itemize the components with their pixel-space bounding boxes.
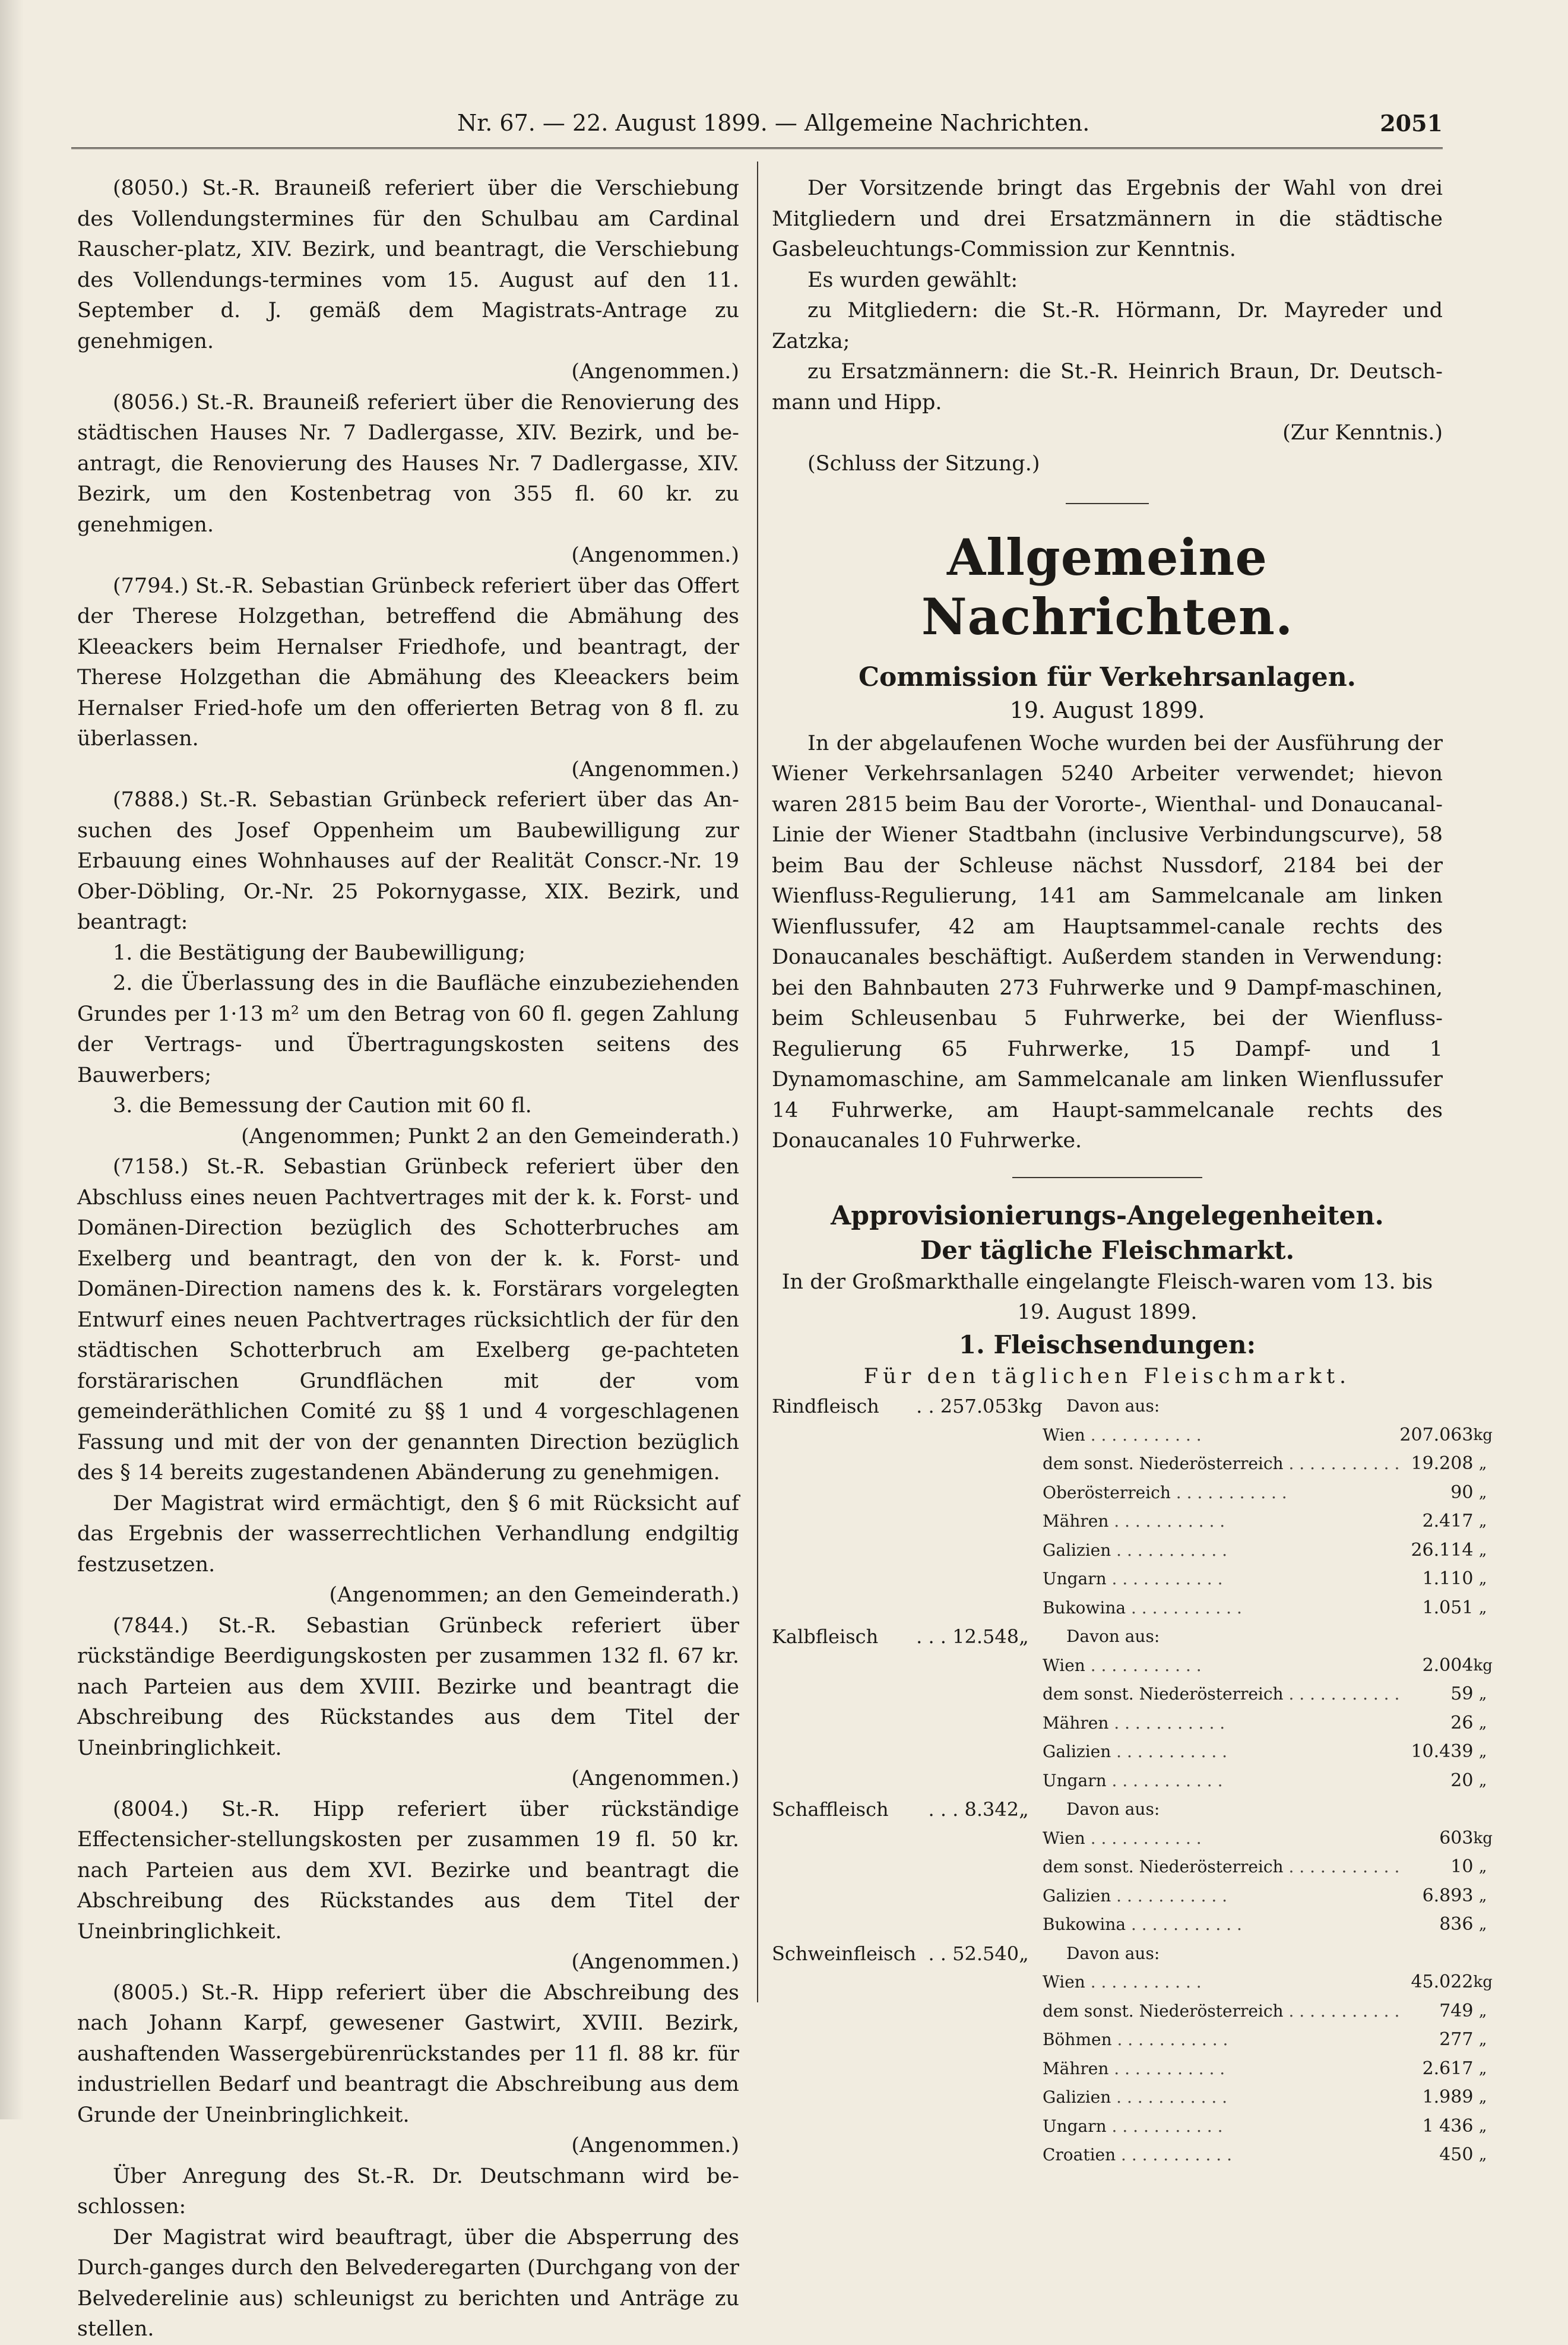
origin-name: Bukowina . . . bbox=[1043, 1594, 1399, 1623]
meat-origin-row bbox=[772, 1910, 1493, 1939]
davon-label: Davon aus: bbox=[1066, 1943, 1160, 1963]
meat-quantity-cell bbox=[916, 1824, 1019, 1853]
paragraph-7158-b: Der Magistrat wird ermächtigt, den § 6 mit Rücksicht auf das Ergebnis der wasserrechtlichen Verhandlung endgiltig festzusetzen. bbox=[77, 1491, 739, 1577]
meat-quantity-cell bbox=[916, 1853, 1019, 1882]
meat-quantity-cell bbox=[916, 1421, 1019, 1450]
meat-quantity-cell: . . 52.540 bbox=[928, 1942, 1019, 1965]
origin-cell bbox=[1043, 1450, 1399, 1479]
meat-origin-row bbox=[772, 1421, 1493, 1450]
meat-name-cell bbox=[772, 1824, 916, 1853]
origin-value-cell: 2.617 bbox=[1422, 2058, 1474, 2079]
meat-name-cell bbox=[772, 1594, 916, 1623]
origin-unit-cell: „ bbox=[1478, 1887, 1487, 1905]
origin-cell bbox=[1043, 1910, 1399, 1939]
meat-origin-row bbox=[772, 1680, 1493, 1709]
origin-cell bbox=[1043, 1680, 1399, 1709]
meat-origin-row bbox=[772, 2055, 1493, 2084]
origin-value-cell: 836 bbox=[1439, 1914, 1474, 1935]
origin-name: Galizien . . . bbox=[1043, 1536, 1399, 1565]
right-column bbox=[772, 173, 1493, 2170]
meat-origin-row bbox=[772, 1767, 1493, 1796]
origin-value-cell: 2.417 bbox=[1422, 1511, 1474, 1531]
meat-unit-cell bbox=[1019, 2141, 1043, 2170]
meat-origin-row bbox=[772, 1594, 1493, 1623]
meat-name-cell bbox=[772, 1507, 916, 1536]
origin-value-cell bbox=[1399, 1392, 1473, 1421]
meat-name-cell bbox=[772, 1565, 916, 1594]
origin-unit-cell: „ bbox=[1478, 2002, 1487, 2020]
meat-quantity-cell bbox=[916, 1651, 1019, 1681]
fleischmarkt-intro: In der Großmarkthalle eingelangte Fleisch-waren vom 13. bis 19. August 1899. bbox=[781, 1270, 1433, 1324]
meat-name-cell bbox=[772, 1421, 916, 1450]
origin-name: dem sonst. Niederösterreich . . . bbox=[1043, 1853, 1399, 1882]
meat-quantity-cell bbox=[916, 1767, 1019, 1796]
origin-name: Galizien . . . bbox=[1043, 2083, 1399, 2112]
meat-origin-row bbox=[772, 1479, 1493, 1508]
meat-name-cell bbox=[772, 1450, 916, 1479]
origin-unit-cell: kg bbox=[1473, 1656, 1493, 1675]
meat-quantity-cell: . . . 12.548 bbox=[916, 1625, 1019, 1648]
origin-unit-cell: „ bbox=[1478, 1916, 1487, 1933]
origin-cell bbox=[1043, 1882, 1399, 1911]
paragraph-8056: (8056.) St.-R. Brauneiß referiert über die Renovierung des städtischen Hauses Nr. 7 Dadlergasse, XIV. Bezirk, und be-antragt, die Renovierung des Hauses Nr. 7 Dadlergasse, XIV. Bezirk, um den Kostenbetrag von 355 fl. 60 kr. zu genehmigen. bbox=[77, 390, 739, 537]
origin-value-cell bbox=[1399, 1622, 1473, 1651]
meat-name-cell: Rindfleisch bbox=[772, 1395, 879, 1417]
fleischmarkt-subheading: Für den täglichen Fleischmarkt. bbox=[863, 1364, 1351, 1388]
origin-name: Ungarn . . . bbox=[1043, 2112, 1399, 2141]
section-rule-1 bbox=[1066, 503, 1149, 504]
meat-unit-cell: „ bbox=[1019, 1798, 1029, 1821]
origin-value-cell bbox=[1399, 1939, 1473, 1969]
resolution-kenntnis: (Zur Kenntnis.) bbox=[1282, 421, 1443, 445]
davon-label: Davon aus: bbox=[1066, 1396, 1160, 1416]
meat-quantity-cell bbox=[916, 1536, 1019, 1565]
meat-name-cell bbox=[772, 1853, 916, 1882]
origin-name: Wien . . . bbox=[1043, 1968, 1399, 1997]
subsection-approvisionierung: Approvisionierungs-Angelegenheiten. bbox=[831, 1200, 1384, 1231]
meat-name-cell bbox=[772, 2055, 916, 2084]
origin-name: Galizien . . . bbox=[1043, 1882, 1399, 1911]
origin-cell bbox=[1043, 1853, 1399, 1882]
origin-name: Oberösterreich . . . bbox=[1043, 1479, 1399, 1508]
origin-cell bbox=[1043, 1421, 1399, 1450]
origin-value-cell: 59 bbox=[1450, 1683, 1474, 1704]
meat-origin-row bbox=[772, 1997, 1493, 2026]
paragraph-8005: (8005.) St.-R. Hipp referiert über die Abschreibung des nach Johann Karpf, gewesener Gastwirt, XVIII. Bezirk, aushaftenden Wassergebürenrückstandes per 11 fl. 88 kr. für industriellen Bedarf und beantragt die Abschreibung aus dem Grunde der Uneinbringlichkeit. bbox=[77, 1980, 739, 2127]
meat-quantity-cell bbox=[916, 1594, 1019, 1623]
paragraph-deutschmann-b: Der Magistrat wird beauftragt, über die Absperrung des Durch-ganges durch den Belvederegarten (Durchgang von der Belvederelinie aus) schleunigst zu berichten und Anträge zu stellen. bbox=[77, 2225, 740, 2341]
origin-unit-cell: „ bbox=[1478, 1512, 1487, 1530]
page-edge-shadow bbox=[0, 0, 24, 2119]
origin-unit-cell bbox=[1473, 1795, 1492, 1824]
meat-name-cell bbox=[772, 2112, 916, 2141]
origin-unit-cell: „ bbox=[1478, 2088, 1487, 2106]
meat-origin-row bbox=[772, 2141, 1493, 2170]
meat-unit-cell bbox=[1019, 1709, 1043, 1738]
subsection-verkehrsanlagen: Commission für Verkehrsanlagen. bbox=[858, 662, 1357, 692]
origin-unit-cell: „ bbox=[1478, 1858, 1487, 1876]
meat-unit-cell bbox=[1019, 1767, 1043, 1796]
origin-value-cell: 10 bbox=[1450, 1856, 1474, 1877]
meat-unit-cell bbox=[1019, 1507, 1043, 1536]
origin-value-cell: 26 bbox=[1450, 1712, 1474, 1733]
meat-origin-row bbox=[772, 2026, 1493, 2055]
origin-value-cell: 1 436 bbox=[1422, 2115, 1474, 2137]
page-header bbox=[71, 110, 1443, 145]
meat-origin-row bbox=[772, 1651, 1493, 1681]
paragraph-7888: (7888.) St.-R. Sebastian Grünbeck referiert über das An-suchen des Josef Oppenheim um Baubewilligung zur Erbauung eines Wohnhauses auf der Realität Conscr.-Nr. 19 Ober-Döbling, Or.-Nr. 25 Pokornygasse, XIX. Bezirk, und beantragt: bbox=[77, 788, 739, 934]
meat-name-cell bbox=[772, 1767, 916, 1796]
meat-unit-cell bbox=[1019, 2112, 1043, 2141]
origin-value-cell: 749 bbox=[1439, 2000, 1474, 2021]
meat-name-cell bbox=[772, 1997, 916, 2026]
origin-unit-cell: „ bbox=[1478, 2146, 1487, 2164]
meat-row bbox=[772, 1622, 1493, 1651]
meat-quantity-cell bbox=[916, 1479, 1019, 1508]
meat-quantity-cell bbox=[916, 1709, 1019, 1738]
left-column bbox=[77, 173, 739, 2345]
origin-cell bbox=[1043, 1824, 1399, 1853]
paragraph-8004: (8004.) St.-R. Hipp referiert über rückständige Effectensicher-stellungskosten per zusammen 19 fl. 50 kr. nach Parteien aus dem XVI. Bezirke und beantragt die Abschreibung des Rückstandes aus dem Titel der Uneinbringlichkeit. bbox=[77, 1797, 739, 1944]
meat-unit-cell bbox=[1019, 1450, 1043, 1479]
resolution-7844: (Angenommen.) bbox=[571, 1767, 739, 1790]
origin-name: Croatien . . . bbox=[1043, 2141, 1399, 2170]
paragraph-8050: (8050.) St.-R. Brauneiß referiert über die Verschiebung des Vollendungstermines für den Schulbau am Cardinal Rauscher-platz, XIV. Bezirk, und beantragt, die Verschiebung des Vollendungs-termines vom 15. August auf den 11. September d. J. gemäß dem Magistrats-Antrage zu genehmigen. bbox=[77, 176, 739, 353]
origin-cell bbox=[1043, 1968, 1399, 1997]
meat-name-cell bbox=[772, 1882, 916, 1911]
meat-origin-row bbox=[772, 1536, 1493, 1565]
origin-unit-cell: „ bbox=[1478, 2031, 1487, 2049]
meat-name-cell bbox=[772, 1968, 916, 1997]
origin-value-cell: 1.110 bbox=[1422, 1568, 1474, 1589]
meat-unit-cell bbox=[1019, 1651, 1043, 1681]
resolution-7888: (Angenommen; Punkt 2 an den Gemeinderath.) bbox=[241, 1124, 739, 1148]
meat-quantity-cell bbox=[916, 2055, 1019, 2084]
origin-name: dem sonst. Niederösterreich . . . bbox=[1043, 1680, 1399, 1709]
origin-value-cell: 90 bbox=[1450, 1482, 1474, 1503]
meat-name-cell bbox=[772, 1680, 916, 1709]
origin-unit-cell bbox=[1473, 1622, 1492, 1651]
resolution-8004: (Angenommen.) bbox=[571, 1950, 739, 1974]
resolution-7794: (Angenommen.) bbox=[571, 757, 739, 781]
meat-name-cell bbox=[772, 1738, 916, 1767]
davon-label: Davon aus: bbox=[1066, 1799, 1160, 1819]
origin-cell bbox=[1043, 1594, 1399, 1623]
origin-unit-cell: „ bbox=[1478, 2117, 1487, 2135]
subsection-date: 19. August 1899. bbox=[1009, 697, 1205, 723]
meat-unit-cell bbox=[1019, 1421, 1043, 1450]
origin-cell bbox=[1043, 1767, 1399, 1796]
meat-unit-cell: „ bbox=[1019, 1625, 1029, 1648]
page-number: 2051 bbox=[1380, 110, 1443, 137]
origin-cell bbox=[1043, 1738, 1399, 1767]
meat-quantity-cell bbox=[916, 1565, 1019, 1594]
meat-origin-row bbox=[772, 1853, 1493, 1882]
meat-quantity-cell bbox=[916, 1910, 1019, 1939]
meat-quantity-cell bbox=[916, 2083, 1019, 2112]
origin-value-cell: 603 bbox=[1439, 1827, 1474, 1849]
origin-value-cell: 2.004 bbox=[1422, 1654, 1474, 1676]
meat-unit-cell bbox=[1019, 1680, 1043, 1709]
origin-unit-cell: „ bbox=[1478, 1599, 1487, 1617]
meat-origin-row bbox=[772, 1882, 1493, 1911]
meat-row bbox=[772, 1392, 1493, 1421]
origin-value-cell: 1.051 bbox=[1422, 1597, 1474, 1618]
origin-unit-cell: „ bbox=[1478, 1685, 1487, 1703]
paragraph-verkehrsanlagen: In der abgelaufenen Woche wurden bei der Ausführung der Wiener Verkehrsanlagen 5240 Arbeiter verwendet; hievon waren 2815 beim Bau der Vororte-, Wienthal- und Donaucanal-Linie der Wiener Stadtbahn (inclusive Verbindungscurve), 58 beim Bau der Schleuse nächst Nussdorf, 2184 bei der Wienfluss-Regulierung, 141 am Sammelcanale am linken Wienflussufer, 42 am Hauptsammel-canale rechts des Donaucanales beschäftigt. Außerdem standen in Verwendung: bei den Bahnbauten 273 Fuhrwerke und 9 Dampf-maschinen, beim Schleusenbau 5 Fuhrwerke, bei der Wienfluss-Regulierung 65 Fuhrwerke, 15 Dampf- und 1 Dynamomaschine, am Sammelcanale am linken Wienflussufer 14 Fuhrwerke, am Haupt-sammelcanale rechts des Donaucanales 10 Fuhrwerke. bbox=[772, 731, 1443, 1153]
meat-quantity-cell bbox=[916, 1882, 1019, 1911]
meat-unit-cell bbox=[1019, 1565, 1043, 1594]
origin-cell bbox=[1043, 1565, 1399, 1594]
davon-label: Davon aus: bbox=[1066, 1626, 1160, 1646]
section-title: Allgemeine Nachrichten. bbox=[921, 528, 1294, 646]
meat-name-cell bbox=[772, 2026, 916, 2055]
resolution-7158: (Angenommen; an den Gemeinderath.) bbox=[329, 1583, 739, 1607]
meat-origin-row bbox=[772, 2112, 1493, 2141]
paragraph-vorsitzende: Der Vorsitzende bringt das Ergebnis der Wahl von drei Mitgliedern und drei Ersatzmännern in die städtische Gasbeleuchtungs-Commission zur Kenntnis. bbox=[772, 176, 1443, 261]
paragraph-ersatzmaenner: zu Ersatzmännern: die St.-R. Heinrich Braun, Dr. Deutsch-mann und Hipp. bbox=[772, 360, 1443, 414]
origin-name: dem sonst. Niederösterreich . . . bbox=[1043, 1997, 1399, 2026]
origin-name: Mähren . . . bbox=[1043, 2055, 1399, 2084]
origin-cell bbox=[1043, 2141, 1399, 2170]
meat-origin-row bbox=[772, 1824, 1493, 1853]
meat-quantity-cell bbox=[916, 2141, 1019, 2170]
meat-row bbox=[772, 1939, 1493, 1969]
origin-unit-cell: „ bbox=[1478, 1541, 1487, 1559]
meat-origin-row bbox=[772, 1507, 1493, 1536]
meat-origin-row bbox=[772, 1565, 1493, 1594]
origin-unit-cell: kg bbox=[1473, 1973, 1493, 1991]
column-divider bbox=[757, 162, 758, 2002]
meat-name-cell bbox=[772, 1651, 916, 1681]
paragraph-7158: (7158.) St.-R. Sebastian Grünbeck referiert über den Abschluss eines neuen Pachtvertrages mit der k. k. Forst- und Domänen-Direction bezüglich des Schotterbruches am Exelberg und beantragt, den von der k. k. Forst- und Domänen-Direction namens des k. k. Forstärars vorgelegten Entwurf eines neuen Pachtvertrages rücksichtlich der für den städtischen Schotterbruch am Exelberg ge-pachteten forstärarischen Grundflächen mit der vom gemeinderäthlichen Comité zu §§ 1 und 4 vorgeschlagenen Fassung und mit der von der genannten Direction bezüglich des § 14 bereits zugestandenen Abänderung zu genehmigen. bbox=[77, 1155, 739, 1485]
origin-name: dem sonst. Niederösterreich . . . bbox=[1043, 1450, 1399, 1479]
meat-unit-cell bbox=[1019, 1536, 1043, 1565]
origin-name: Bukowina . . . bbox=[1043, 1910, 1399, 1939]
resolution-8056: (Angenommen.) bbox=[571, 543, 739, 567]
paragraph-7888-item-1: 1. die Bestätigung der Baubewilligung; bbox=[113, 941, 526, 965]
paragraph-7794: (7794.) St.-R. Sebastian Grünbeck referiert über das Offert der Therese Holzgethan, betreffend die Abmähung des Kleeackers beim Hernalser Friedhofe, und beantragt, der Therese Holzgethan die Abmähung des Kleeackers beim Hernalser Fried-hofe um den offerierten Betrag von 8 fl. zu überlassen. bbox=[77, 574, 739, 751]
meat-unit-cell bbox=[1019, 1910, 1043, 1939]
origin-unit-cell: kg bbox=[1473, 1426, 1493, 1444]
origin-cell bbox=[1043, 2055, 1399, 2084]
meat-name-cell bbox=[772, 1709, 916, 1738]
origin-cell bbox=[1043, 1479, 1399, 1508]
origin-value-cell: 450 bbox=[1439, 2144, 1474, 2165]
origin-unit-cell: „ bbox=[1478, 1483, 1487, 1502]
origin-unit-cell bbox=[1473, 1939, 1492, 1969]
paragraph-7888-item-3: 3. die Bemessung der Caution mit 60 fl. bbox=[113, 1094, 532, 1118]
meat-unit-cell bbox=[1019, 1853, 1043, 1882]
origin-name: Wien . . . bbox=[1043, 1651, 1399, 1681]
meat-origin-row bbox=[772, 2083, 1493, 2112]
origin-name: Mähren . . . bbox=[1043, 1507, 1399, 1536]
origin-unit-cell: kg bbox=[1473, 1829, 1493, 1847]
origin-name: Ungarn . . . bbox=[1043, 1565, 1399, 1594]
resolution-8005: (Angenommen.) bbox=[571, 2134, 739, 2157]
fleischsendungen-heading: 1. Fleischsendungen: bbox=[958, 1330, 1256, 1359]
meat-unit-cell bbox=[1019, 1882, 1043, 1911]
meat-unit-cell bbox=[1019, 1594, 1043, 1623]
meat-name-cell bbox=[772, 2083, 916, 2112]
origin-name: Wien . . . bbox=[1043, 1824, 1399, 1853]
origin-value-cell: 26.114 bbox=[1411, 1539, 1474, 1561]
meat-unit-cell: kg bbox=[1019, 1395, 1043, 1417]
origin-value-cell: 6.893 bbox=[1422, 1885, 1474, 1906]
meat-name-cell: Schweinfleisch bbox=[772, 1942, 917, 1965]
header-issue-line: Nr. 67. — 22. August 1899. — Allgemeine Nachrichten. bbox=[457, 110, 1090, 136]
origin-value-cell: 20 bbox=[1450, 1770, 1474, 1791]
meat-quantity-cell bbox=[916, 1680, 1019, 1709]
origin-value-cell: 10.439 bbox=[1411, 1741, 1474, 1762]
meat-quantity-cell bbox=[916, 1968, 1019, 1997]
meat-unit-cell bbox=[1019, 2055, 1043, 2084]
meat-table bbox=[772, 1392, 1493, 2170]
origin-unit-cell: „ bbox=[1478, 1714, 1487, 1732]
origin-value-cell bbox=[1399, 1795, 1473, 1824]
paragraph-mitglieder: zu Mitgliedern: die St.-R. Hörmann, Dr. Mayreder und Zatzka; bbox=[772, 299, 1443, 353]
meat-unit-cell bbox=[1019, 1738, 1043, 1767]
origin-cell bbox=[1043, 2112, 1399, 2141]
paragraph-7888-item-2: 2. die Überlassung des in die Baufläche einzubeziehenden Grundes per 1·13 m² um den Betrag von 60 fl. gegen Zahlung der Vertrags- und Übertragungskosten seitens des Bauwerbers; bbox=[77, 971, 739, 1087]
subsection-fleischmarkt: Der tägliche Fleischmarkt. bbox=[920, 1235, 1295, 1265]
meat-unit-cell bbox=[1019, 1479, 1043, 1508]
origin-unit-cell: „ bbox=[1478, 1570, 1487, 1588]
meat-name-cell: Schaffleisch bbox=[772, 1798, 889, 1821]
origin-cell bbox=[1043, 1651, 1399, 1681]
origin-value-cell: 207.063 bbox=[1399, 1424, 1474, 1445]
meat-unit-cell bbox=[1019, 1824, 1043, 1853]
meat-quantity-cell bbox=[916, 1450, 1019, 1479]
origin-unit-cell: „ bbox=[1478, 2059, 1487, 2078]
meat-quantity-cell: . . . 8.342 bbox=[928, 1798, 1019, 1821]
meat-quantity-cell bbox=[916, 1507, 1019, 1536]
origin-cell bbox=[1043, 1709, 1399, 1738]
meat-origin-row bbox=[772, 1450, 1493, 1479]
meat-unit-cell: „ bbox=[1019, 1942, 1029, 1965]
origin-unit-cell bbox=[1473, 1392, 1492, 1421]
meat-origin-row bbox=[772, 1738, 1493, 1767]
meat-name-cell bbox=[772, 2141, 916, 2170]
origin-value-cell: 1.989 bbox=[1422, 2087, 1474, 2107]
meat-origin-row bbox=[772, 1709, 1493, 1738]
origin-cell bbox=[1043, 1997, 1399, 2026]
meat-unit-cell bbox=[1019, 2083, 1043, 2112]
meat-quantity-cell bbox=[916, 1738, 1019, 1767]
meat-name-cell bbox=[772, 1910, 916, 1939]
origin-cell bbox=[1043, 1536, 1399, 1565]
origin-unit-cell: „ bbox=[1478, 1455, 1487, 1473]
origin-cell bbox=[1043, 1507, 1399, 1536]
origin-name: Mähren . . . bbox=[1043, 1709, 1399, 1738]
section-rule-2 bbox=[1012, 1177, 1202, 1178]
header-rule bbox=[71, 147, 1443, 151]
meat-row bbox=[772, 1795, 1493, 1824]
origin-cell bbox=[1043, 2083, 1399, 2112]
paragraph-deutschmann: Über Anregung des St.-R. Dr. Deutschmann wird be-schlossen: bbox=[77, 2164, 739, 2219]
meat-unit-cell bbox=[1019, 1968, 1043, 1997]
origin-cell bbox=[1043, 2026, 1399, 2055]
meat-quantity-cell bbox=[916, 1997, 1019, 2026]
meat-quantity-cell: . . 257.053 bbox=[916, 1395, 1019, 1417]
meat-name-cell bbox=[772, 1479, 916, 1508]
meat-name-cell bbox=[772, 1536, 916, 1565]
meat-unit-cell bbox=[1019, 1997, 1043, 2026]
origin-value-cell: 19.208 bbox=[1411, 1453, 1474, 1474]
paragraph-gewaehlt: Es wurden gewählt: bbox=[807, 268, 1018, 292]
origin-name: Böhmen . . . bbox=[1043, 2026, 1399, 2055]
origin-name: Galizien . . . bbox=[1043, 1738, 1399, 1767]
resolution-8050: (Angenommen.) bbox=[571, 360, 739, 384]
meat-origin-row bbox=[772, 1968, 1493, 1997]
meat-unit-cell bbox=[1019, 2026, 1043, 2055]
origin-name: Wien . . . bbox=[1043, 1421, 1399, 1450]
origin-value-cell: 277 bbox=[1439, 2029, 1474, 2050]
meat-name-cell: Kalbfleisch bbox=[772, 1625, 879, 1648]
origin-name: Ungarn . . . bbox=[1043, 1767, 1399, 1796]
paragraph-7844: (7844.) St.-R. Sebastian Grünbeck referiert über rückständige Beerdigungskosten per zusammen 132 fl. 67 kr. nach Parteien aus dem XVIII. Bezirke und beantragt die Abschreibung des Rückstandes aus dem Titel der Uneinbringlichkeit. bbox=[77, 1613, 739, 1760]
origin-unit-cell: „ bbox=[1478, 1743, 1487, 1761]
meat-table-body bbox=[772, 1392, 1493, 2170]
origin-unit-cell: „ bbox=[1478, 1771, 1487, 1790]
meat-quantity-cell bbox=[916, 2026, 1019, 2055]
session-close: (Schluss der Sitzung.) bbox=[807, 451, 1040, 476]
origin-value-cell: 45.022 bbox=[1411, 1971, 1474, 1992]
meat-quantity-cell bbox=[916, 2112, 1019, 2141]
